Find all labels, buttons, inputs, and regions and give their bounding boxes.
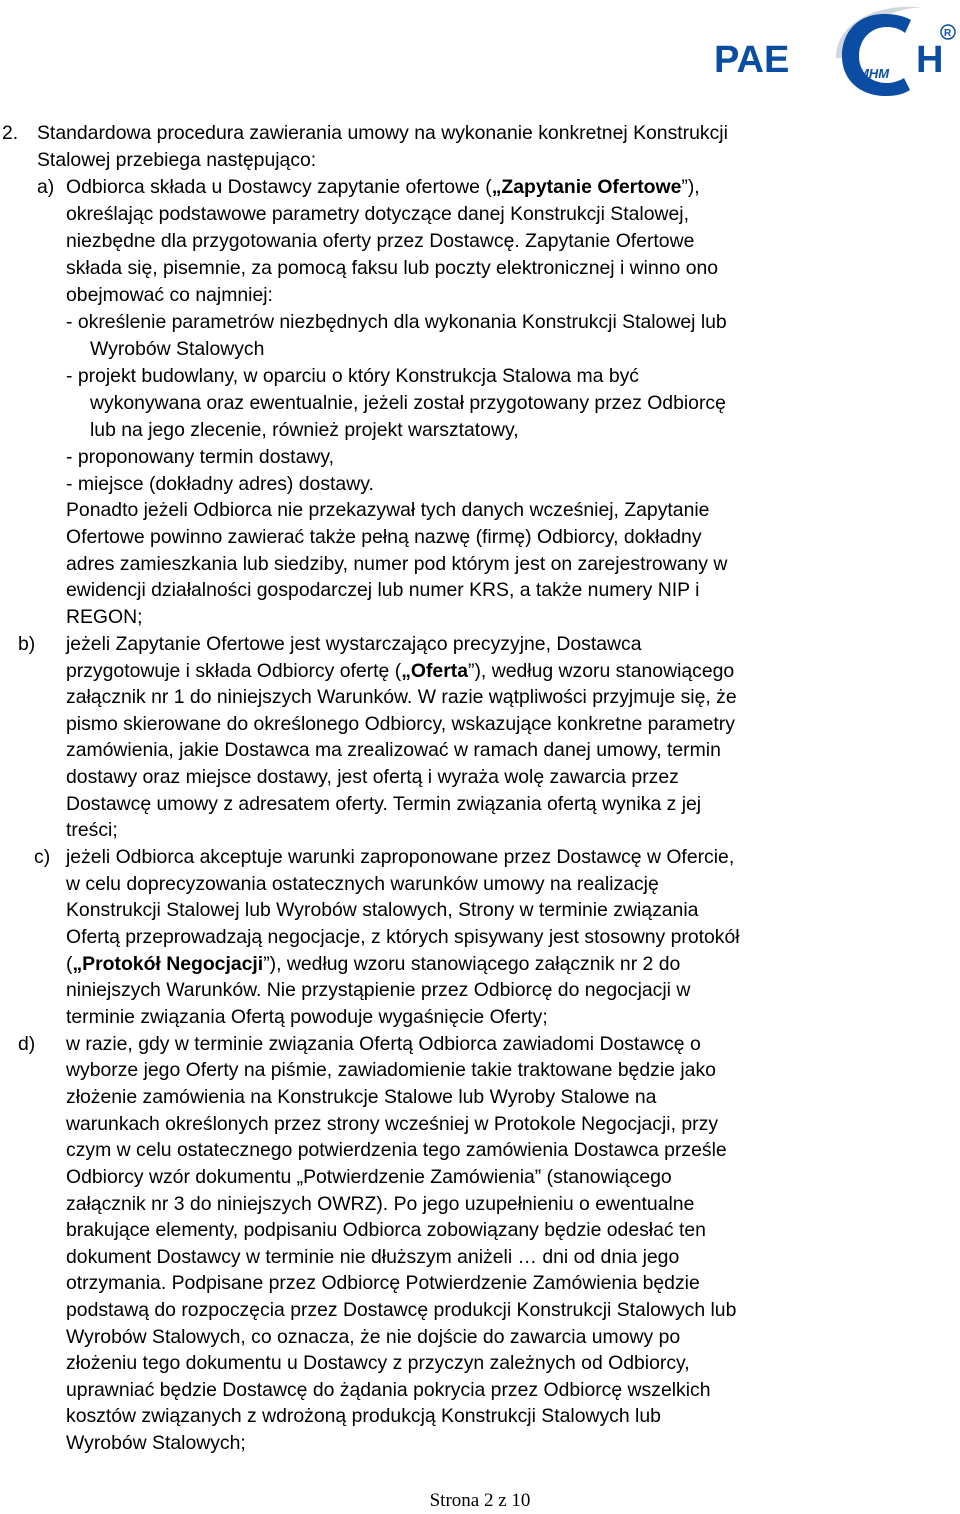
- item-a-extra-line: Ponadto jeżeli Odbiorca nie przekazywał tych danych wcześniej, Zapytanie: [66, 499, 710, 521]
- item-c-line-pre: (: [66, 953, 73, 975]
- item-b-line-post: ”), według wzoru stanowiącego: [468, 660, 735, 682]
- item-a-extra-line: adres zamieszkania lub siedziby, numer pod którym jest on zarejestrowany w: [66, 553, 728, 575]
- item-c-line: Ofertą przeprowadzają negocjacje, z których spisywany jest stosowny protokół: [66, 926, 740, 948]
- item-d-line: brakujące elementy, podpisaniu Odbiorca zobowiązany będzie odesłać ten: [66, 1219, 706, 1241]
- item-c-line-post: ”), według wzoru stanowiącego załącznik nr 2 do: [263, 953, 681, 975]
- item-a-line: obejmować co najmniej:: [66, 284, 273, 306]
- item-d-line: Wyrobów Stalowych, co oznacza, że nie dojście do zawarcia umowy po: [66, 1326, 681, 1348]
- logo-sub: MHM: [858, 66, 890, 81]
- item-a-extra-line: REGON;: [66, 606, 143, 628]
- bullet-line: - miejsce (dokładny adres) dostawy.: [66, 473, 374, 495]
- item-b-line-pre: przygotowuje i składa Odbiorcy ofertę (: [66, 660, 402, 682]
- bullet-line: - określenie parametrów niezbędnych dla wykonania Konstrukcji Stalowej lub: [66, 311, 727, 333]
- bullet-cont: lub na jego zlecenie, również projekt warsztatowy,: [90, 419, 519, 441]
- item-d-line: podstawą do rozpoczęcia przez Dostawcę produkcji Konstrukcji Stalowych lub: [66, 1299, 737, 1321]
- item-d-line: Wyrobów Stalowych;: [66, 1432, 246, 1454]
- registered-mark: R: [944, 28, 952, 39]
- item-d-line: kosztów związanych z wdrożoną produkcją Konstrukcji Stalowych lub: [66, 1405, 661, 1427]
- item-a-line: składa się, pisemnie, za pomocą faksu lub poczty elektronicznej i winno ono: [66, 257, 719, 279]
- item-d-marker: d): [18, 1033, 36, 1055]
- intro-line: Standardowa procedura zawierania umowy na wykonanie konkretnej Konstrukcji: [37, 122, 728, 144]
- item-b-line: jeżeli Zapytanie Ofertowe jest wystarczająco precyzyjne, Dostawca: [66, 633, 642, 655]
- item-b-line: [66, 658, 734, 685]
- logo-text-right: H: [916, 39, 944, 81]
- item-b-line: Dostawcę umowy z adresatem oferty. Termin związania ofertą wynika z jej: [66, 793, 702, 815]
- item-b-marker: b): [18, 633, 36, 655]
- item-d-line: uprawniać będzie Dostawcę do żądania pokrycia przez Odbiorcę wszelkich: [66, 1379, 711, 1401]
- item-d-line: dokument Dostawcy w terminie nie dłuższym aniżeli … dni od dnia jego: [66, 1246, 680, 1268]
- item-a-line-post: ”),: [681, 176, 700, 198]
- item-b-line: załącznik nr 1 do niniejszych Warunków. W razie wątpliwości przyjmuje się, że: [66, 686, 737, 708]
- item-d-line: warunkach określonych przez strony wcześniej w Protokole Negocjacji, przy: [66, 1113, 719, 1135]
- paech-logo-icon: [708, 0, 960, 100]
- item-c-line: Konstrukcji Stalowej lub Wyrobów stalowych, Strony w terminie związania: [66, 899, 699, 921]
- item-d-line: wyborze jego Oferty na piśmie, zawiadomienie takie traktowane będzie jako: [66, 1059, 716, 1081]
- logo-text-left: PAE: [714, 39, 790, 81]
- item-c-line: jeżeli Odbiorca akceptuje warunki zaproponowane przez Dostawcę w Ofercie,: [66, 846, 735, 868]
- page-footer: Strona 2 z 10: [429, 1490, 531, 1511]
- item-c-bold-term: „Protokół Negocjacji: [72, 953, 264, 975]
- item-a-line-pre: Odbiorca składa u Dostawcy zapytanie ofertowe (: [66, 176, 492, 198]
- item-d-line: złożenie zamówienia na Konstrukcje Stalowe lub Wyroby Stalowe na: [66, 1086, 657, 1108]
- item-c-line: terminie związania Ofertą powoduje wygaśnięcie Oferty;: [66, 1006, 548, 1028]
- bullet-cont: Wyrobów Stalowych: [90, 338, 265, 360]
- section-number: 2.: [2, 122, 19, 144]
- item-b-bold-term: „Oferta: [401, 660, 468, 682]
- item-b-line: treści;: [66, 819, 118, 841]
- item-a-bold-term: „Zapytanie Ofertowe: [491, 176, 682, 198]
- item-c-line: niniejszych Warunków. Nie przystąpienie przez Odbiorcę do negocjacji w: [66, 979, 691, 1001]
- item-d-line: czym w celu ostatecznego potwierdzenia tego zamówienia Dostawca prześle: [66, 1139, 727, 1161]
- item-b-line: zamówienia, jakie Dostawca ma zrealizować w ramach danej umowy, termin: [66, 739, 721, 761]
- item-d-line: złożeniu tego dokumentu u Dostawcy z przyczyn zależnych od Odbiorcy,: [66, 1352, 690, 1374]
- bullet-cont: wykonywana oraz ewentualnie, jeżeli został przygotowany przez Odbiorcę: [90, 392, 726, 414]
- company-logo: [708, 0, 960, 100]
- item-a-extra-line: Ofertowe powinno zawierać także pełną nazwę (firmę) Odbiorcy, dokładny: [66, 526, 702, 548]
- item-a-line: [66, 174, 700, 201]
- item-c-line: w celu doprecyzowania ostatecznych warunków umowy na realizację: [66, 873, 659, 895]
- item-b-line: pismo skierowane do określonego Odbiorcy, wskazujące konkretne parametry: [66, 713, 735, 735]
- item-a-extra-line: ewidencji działalności gospodarczej lub numer KRS, a także numery NIP i: [66, 579, 700, 601]
- item-d-line: załącznik nr 3 do niniejszych OWRZ). Po jego uzupełnieniu o ewentualne: [66, 1193, 695, 1215]
- item-a-line: określając podstawowe parametry dotyczące danej Konstrukcji Stalowej,: [66, 203, 689, 225]
- bullet-line: - projekt budowlany, w oparciu o który Konstrukcja Stalowa ma być: [66, 365, 639, 387]
- intro-line: Stalowej przebiega następująco:: [37, 149, 317, 171]
- item-b-line: dostawy oraz miejsce dostawy, jest ofertą i wyraża wolę zawarcia przez: [66, 766, 679, 788]
- item-d-line: w razie, gdy w terminie związania Ofertą Odbiorca zawiadomi Dostawcę o: [66, 1033, 701, 1055]
- item-a-marker: a): [37, 176, 55, 198]
- bullet-line: - proponowany termin dostawy,: [66, 446, 335, 468]
- item-a-line: niezbędne dla przygotowania oferty przez Dostawcę. Zapytanie Ofertowe: [66, 230, 695, 252]
- item-c-line: [66, 951, 680, 978]
- item-c-marker: c): [34, 846, 51, 868]
- item-d-line: Odbiorcy wzór dokumentu „Potwierdzenie Zamówienia” (stanowiącego: [66, 1166, 672, 1188]
- item-d-line: otrzymania. Podpisane przez Odbiorcę Potwierdzenie Zamówienia będzie: [66, 1272, 700, 1294]
